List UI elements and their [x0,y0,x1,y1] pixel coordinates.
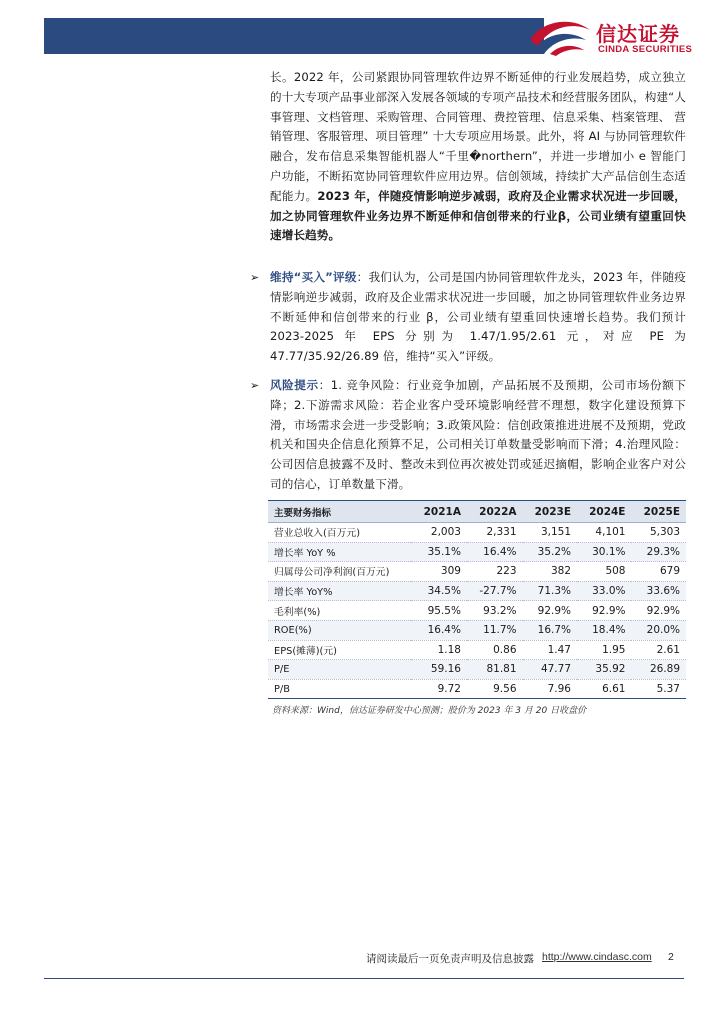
table-header-cell: 2025E [631,501,686,523]
table-cell: 382 [523,562,577,582]
table-row [268,679,686,699]
table-cell: 0.86 [467,640,523,660]
table-cell: 16.4% [411,620,467,640]
table-row [268,640,686,660]
table-cell: 679 [631,562,686,582]
table-cell: 92.9% [523,601,577,621]
table-row [268,581,686,601]
table-cell: 2,003 [411,523,467,543]
risk-bullet [250,376,686,495]
table-cell: 508 [577,562,631,582]
table-cell: 33.6% [631,581,686,601]
table-cell: P/B [268,679,411,699]
arrow-bullet-icon: ➢ [250,379,260,392]
financial-indicators-table [268,500,686,699]
table-cell: 4,101 [577,523,631,543]
arrow-bullet-icon: ➢ [250,271,260,284]
table-header-cell: 2022A [467,501,523,523]
table-cell: 309 [411,562,467,582]
table-cell: 30.1% [577,542,631,562]
table-cell: 47.77 [523,660,577,680]
table-cell: 71.3% [523,581,577,601]
table-cell: 93.2% [467,601,523,621]
table-cell: 毛利率(%) [268,601,411,621]
table-cell: 95.5% [411,601,467,621]
table-cell: 16.7% [523,620,577,640]
table-cell: 3,151 [523,523,577,543]
table-cell: 增长率 YoY% [268,581,411,601]
table-cell: 223 [467,562,523,582]
cinda-logo [528,16,708,60]
table-cell: 16.4% [467,542,523,562]
table-cell: 9.56 [467,679,523,699]
table-header-cell: 主要财务指标 [268,501,411,523]
table-header-cell: 2023E [523,501,577,523]
table-row [268,660,686,680]
table-row [268,601,686,621]
table-cell: 1.18 [411,640,467,660]
table-cell: 增长率 YoY % [268,542,411,562]
table-cell: 35.1% [411,542,467,562]
cinda-logo-mark-icon [528,16,594,56]
intro-paragraph [270,68,686,246]
footer-disclaimer: 请阅读最后一页免责声明及信息披露 [366,953,534,965]
table-row [268,620,686,640]
logo-english-name: CINDA SECURITIES [598,44,693,55]
table-cell: 26.89 [631,660,686,680]
table-header-row [268,501,686,523]
rating-label: 维持“买入”评级 [270,270,357,284]
intro-bold-text: 2023 年，伴随疫情影响逆步减弱，政府及企业需求状况进一步回暖，加之协同管理软件业务边界不断延伸和信创带来的行业β，公司业绩有望重回快速增长趋势。 [270,188,686,243]
table-cell: 35.2% [523,542,577,562]
risk-label: 风险提示 [270,378,319,392]
table-cell: -27.7% [467,581,523,601]
table-cell: P/E [268,660,411,680]
table-cell: 20.0% [631,620,686,640]
table-source-note: 资料来源：Wind，信达证券研发中心预测；股价为 2023 年 3 月 20 日收盘价 [272,706,587,716]
risk-text: ：1. 竞争风险：行业竞争加剧，产品拓展不及预期，公司市场份额下降；2.下游需求风险：若企业客户受环境影响经营不理想，数字化建设预算下滑，市场需求会进一步受影响；3.政策风险：信创政策推进进展不及预期，党政机关和国央企信息化预算不足，公司相关订单数量受影响而下滑；4.治理风险：公司因信息披露不及时、整改未到位再次被处罚或延迟摘帽，影响企业客户对公司的信心，订单数量下滑。 [270,378,686,491]
table-cell: 1.95 [577,640,631,660]
table-cell: 92.9% [577,601,631,621]
table-cell: EPS(摊薄)(元) [268,640,411,660]
table-cell: 5,303 [631,523,686,543]
table-cell: 59.16 [411,660,467,680]
table-cell: 7.96 [523,679,577,699]
intro-text: 长。2022 年，公司紧跟协同管理软件边界不断延伸的行业发展趋势，成立独立的十大专项产品事业部深入发展各领域的专项产品技术和经营服务团队，构建“人事管理、文档管理、采购管理、合同管理、费控管理、信息采集、档案管理、 营销管理、客服管理、项目管理” 十大专项应用场景。此外，将 AI 与协同管理软件融合，发布信息采集智能机器人“千里�northern”，并进一步增加小 e 智能门户功能，不断拓宽协同管理软件应用边界。信创领域，持续扩大产品信创生态适配能力。 [270,70,686,203]
table-cell: 18.4% [577,620,631,640]
table-header-cell: 2024E [577,501,631,523]
table-cell: 2.61 [631,640,686,660]
table-cell: ROE(%) [268,620,411,640]
table-cell: 35.92 [577,660,631,680]
footer-divider [44,978,684,979]
table-cell: 2,331 [467,523,523,543]
table-cell: 34.5% [411,581,467,601]
table-cell: 81.81 [467,660,523,680]
table-cell: 11.7% [467,620,523,640]
table-row [268,562,686,582]
table-cell: 5.37 [631,679,686,699]
table-cell: 92.9% [631,601,686,621]
table-cell: 营业总收入(百万元) [268,523,411,543]
logo-chinese-name: 信达证券 [596,22,680,46]
page-number: 2 [668,951,674,963]
header-bar [44,18,544,54]
table-cell: 1.47 [523,640,577,660]
table-cell: 归属母公司净利润(百万元) [268,562,411,582]
table-cell: 33.0% [577,581,631,601]
rating-text: ：我们认为，公司是国内协同管理软件龙头，2023 年，伴随疫情影响逆步减弱，政府及企业需求状况进一步回暖，加之协同管理软件业务边界不断延伸和信创带来的行业 β，公司业绩有望重回快速增长趋势。我们预计 2023-2025 年 EPS 分别为 1.47/1.95/2.61 元，对应 PE 为 47.77/35.92/26.89 倍，维持“买入”评级。 [270,270,686,364]
rating-bullet [250,268,686,367]
footer-website-link[interactable]: http://www.cindasc.com [542,951,652,963]
table-cell: 9.72 [411,679,467,699]
table-row [268,523,686,543]
table-header-cell: 2021A [411,501,467,523]
table-cell: 29.3% [631,542,686,562]
table-row [268,542,686,562]
table-cell: 6.61 [577,679,631,699]
